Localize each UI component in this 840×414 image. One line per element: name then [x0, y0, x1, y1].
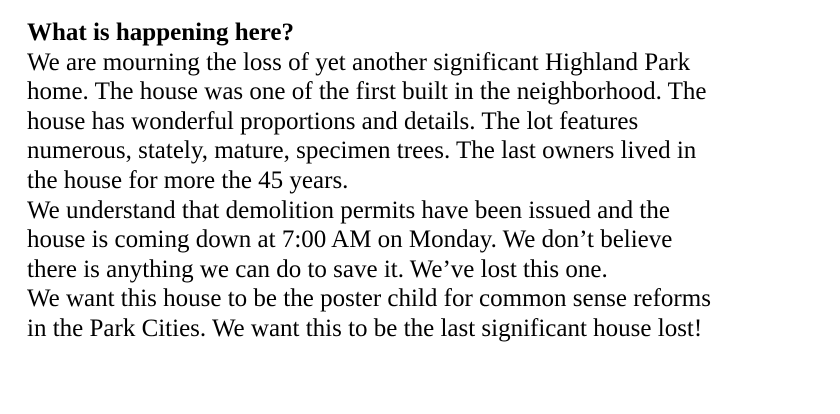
- text-line-4: numerous, stately, mature, specimen trees. The last owners lived in: [27, 137, 697, 165]
- text-line-7: house is coming down at 7:00 AM on Monday. We don’t believe: [27, 226, 673, 254]
- text-line-9: We want this house to be the poster child for common sense reforms: [27, 285, 711, 313]
- text-line-5: the house for more the 45 years.: [27, 166, 349, 194]
- text-line-8: there is anything we can do to save it. We’ve lost this one.: [27, 255, 608, 283]
- text-line-6: We understand that demolition permits have been issued and the: [27, 196, 670, 224]
- text-line-10: in the Park Cities. We want this to be the last significant house lost!: [27, 314, 703, 342]
- text-line-2: home. The house was one of the first built in the neighborhood. The: [27, 78, 707, 106]
- text-line-1: We are mourning the loss of yet another significant Highland Park: [27, 48, 691, 76]
- text-line-3: house has wonderful proportions and details. The lot features: [27, 107, 639, 135]
- document-heading: What is happening here?: [27, 19, 294, 46]
